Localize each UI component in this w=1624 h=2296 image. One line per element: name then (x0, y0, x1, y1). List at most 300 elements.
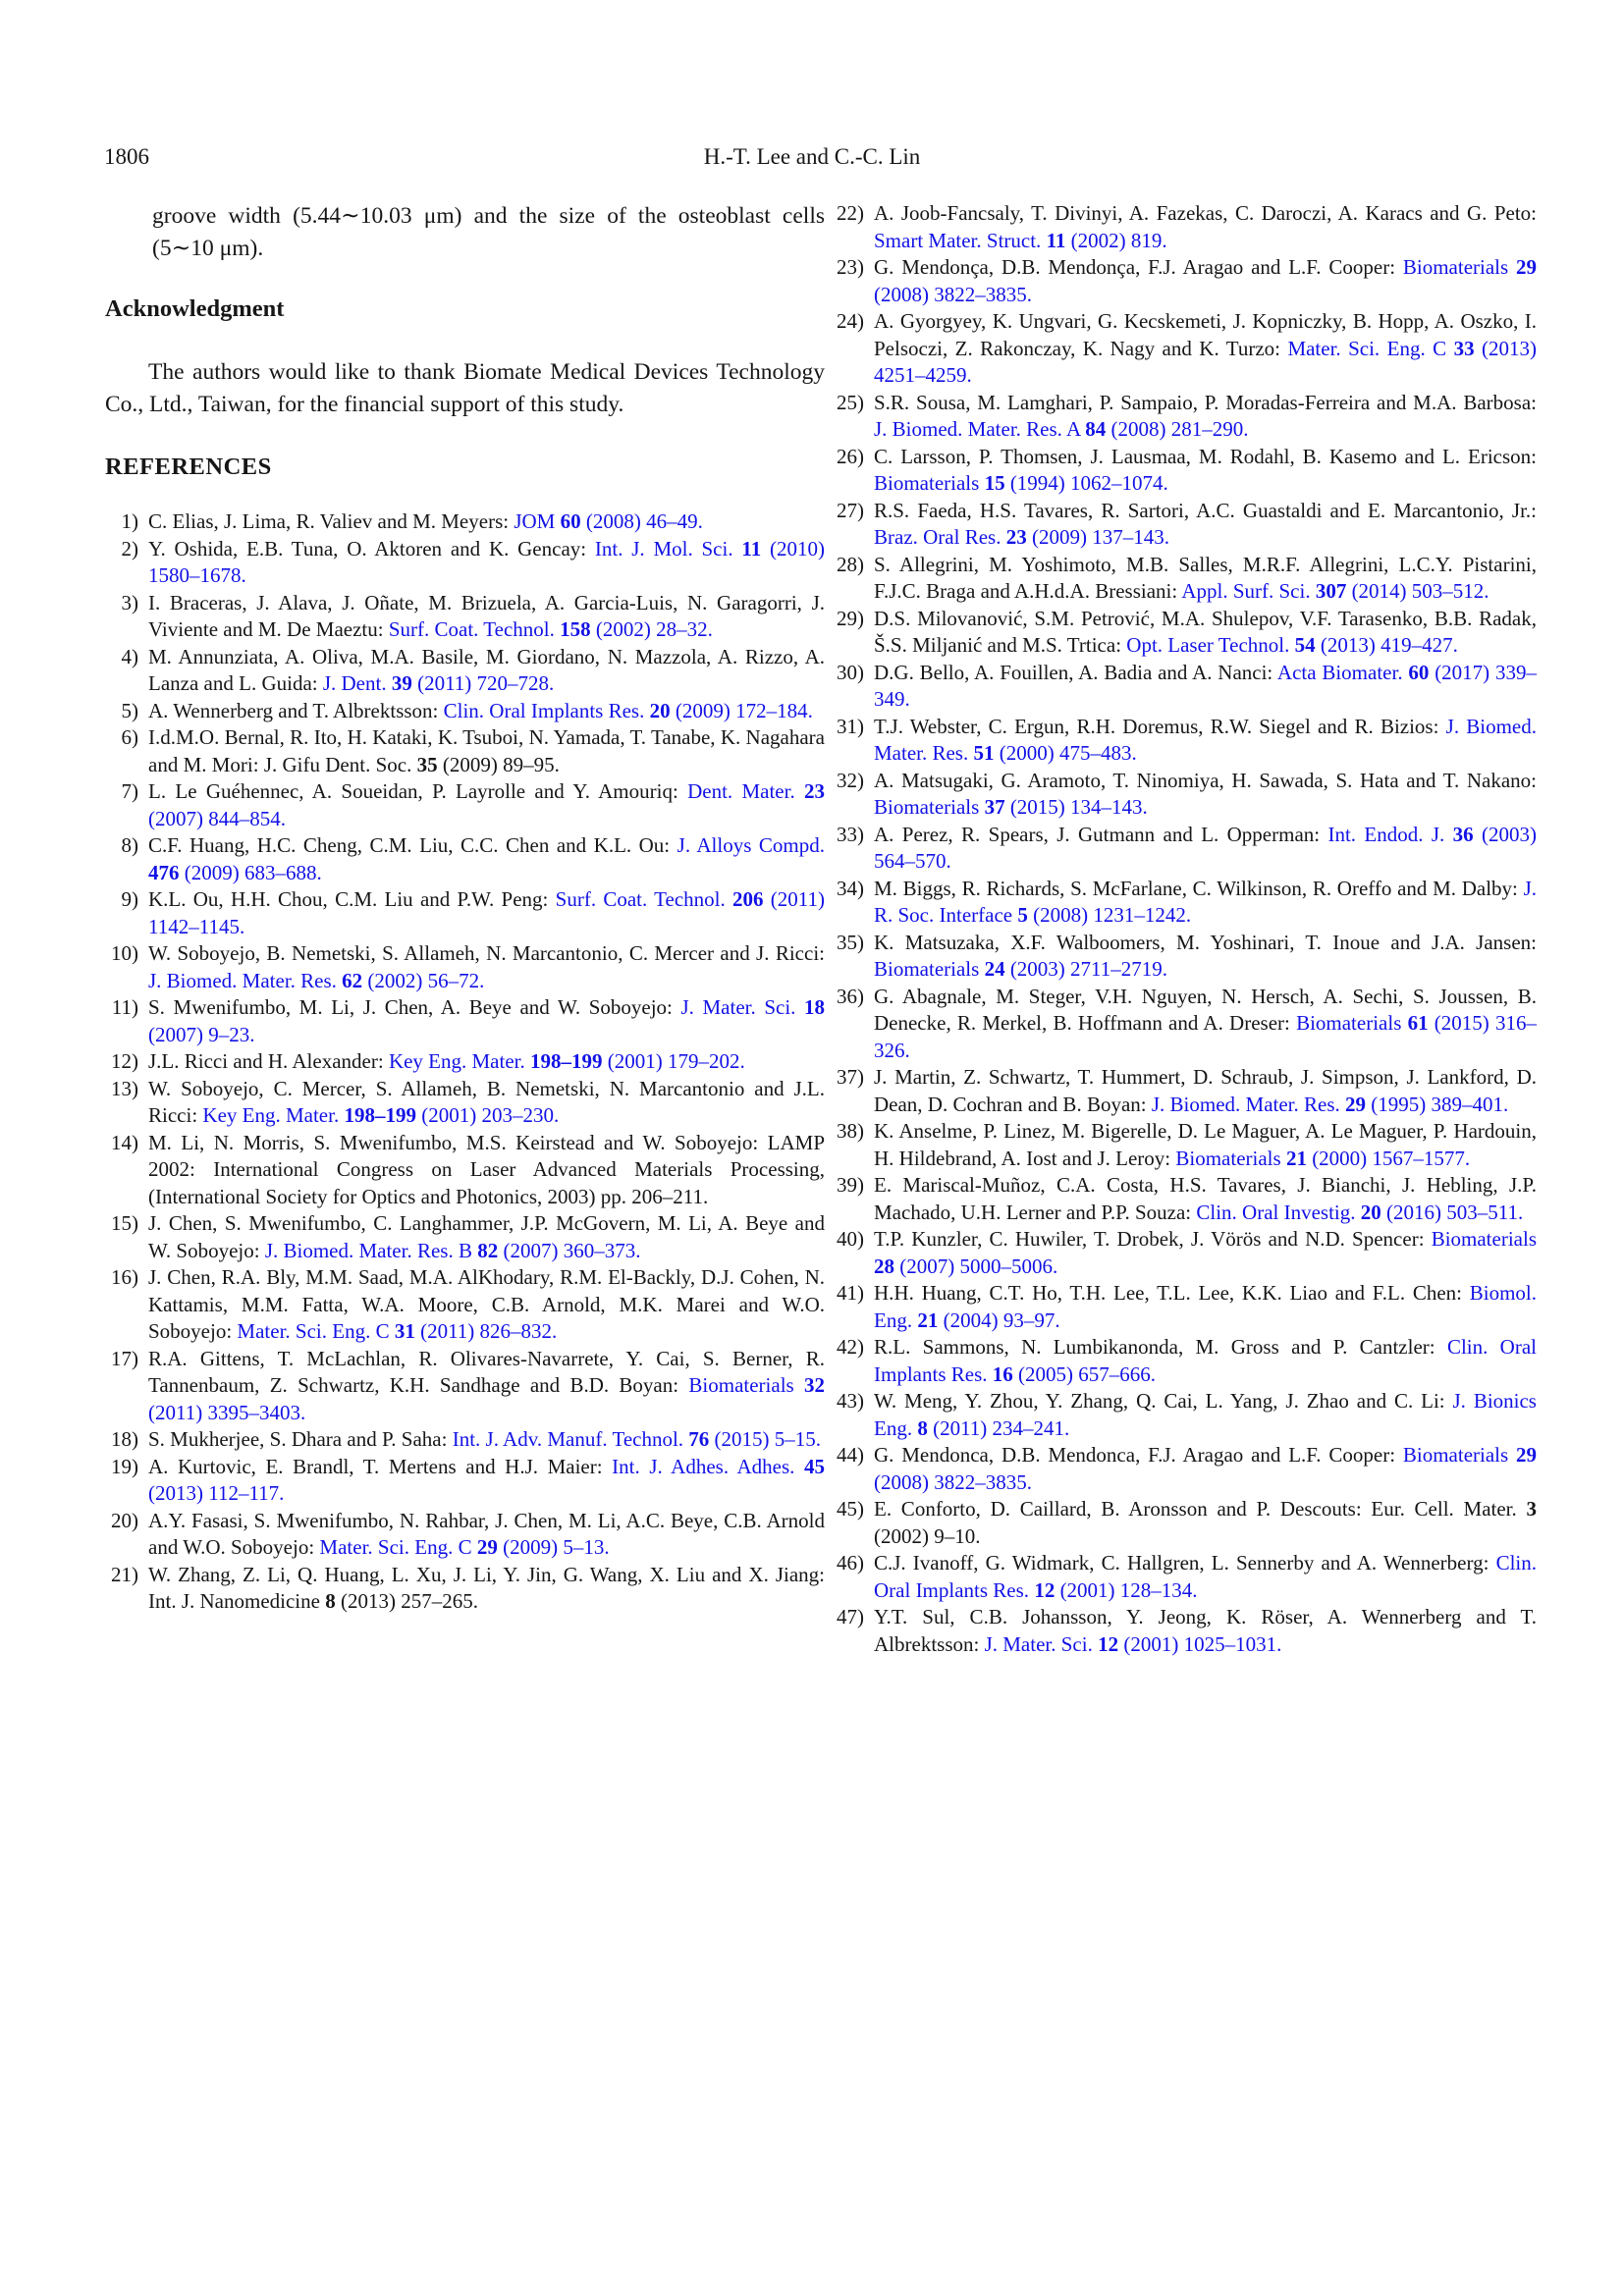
reference-author-text: J. Chen, R.A. Bly, M.M. Saad, M.A. AlKhodary, R.M. El-Backly, D.J. Cohen, N. Kattamis, M.M. Fatta, W.A. Moore, C.B. Arnold, M.K. Marei and W.O. Soboyejo: (148, 1265, 825, 1343)
reference-text (874, 1604, 1537, 1658)
reference-number: 27) (837, 498, 864, 522)
reference-author-text: J. Chen, S. Mwenifumbo, C. Langhammer, J.P. McGovern, M. Li, A. Beye and W. Soboyejo: (148, 1211, 825, 1262)
reference-author-text: C. Elias, J. Lima, R. Valiev and M. Meyers: (148, 509, 514, 533)
citation-link[interactable]: 20 (649, 698, 671, 722)
reference-item (831, 552, 1537, 606)
citation-link[interactable]: Biomaterials (1431, 1227, 1537, 1251)
reference-item (831, 1226, 1537, 1280)
reference-item (831, 390, 1537, 444)
citation-link[interactable]: (2011) 720–728. (411, 671, 555, 695)
reference-item (105, 698, 825, 725)
reference-item (105, 508, 825, 536)
reference-text (148, 1264, 825, 1346)
citation-link[interactable]: JOM (514, 509, 561, 533)
reference-number: 21) (111, 1562, 138, 1586)
citation-link[interactable]: (2011) 234–241. (927, 1415, 1070, 1440)
reference-item (105, 1264, 825, 1346)
reference-number: 35) (837, 930, 864, 954)
reference-number: 29) (837, 606, 864, 630)
reference-number: 13) (111, 1076, 138, 1100)
citation-link[interactable]: 5 (1017, 903, 1028, 927)
reference-number: 14) (111, 1130, 138, 1154)
citation-link[interactable]: 51 (973, 741, 995, 765)
citation-link[interactable]: 54 (1294, 633, 1316, 657)
citation-link[interactable]: Biomaterials (1296, 1011, 1408, 1035)
reference-author-text: E. Conforto, D. Caillard, B. Aronsson and P. Descouts: Eur. Cell. Mater. (874, 1497, 1527, 1521)
reference-text (874, 444, 1537, 498)
reference-author-text: R.L. Sammons, N. Lumbikanonda, M. Gross and P. Cantzler: (874, 1335, 1447, 1359)
reference-item (831, 1604, 1537, 1658)
reference-number: 9) (121, 887, 138, 911)
citation-link[interactable]: J. R. Soc. Interface (874, 876, 1537, 927)
citation-link[interactable]: (2015) 316–326. (874, 1011, 1537, 1062)
citation-link[interactable]: Surf. Coat. Technol. (388, 617, 561, 641)
reference-text (148, 1210, 825, 1264)
reference-number: 17) (111, 1346, 138, 1370)
citation-link[interactable]: Biomaterials (1402, 1443, 1516, 1467)
reference-text (874, 876, 1537, 930)
reference-author-text: H.H. Huang, C.T. Ho, T.H. Lee, T.L. Lee, K.K. Liao and F.L. Chen: (874, 1281, 1470, 1305)
citation-link[interactable]: 60 (560, 509, 581, 533)
reference-number: 26) (837, 444, 864, 468)
reference-author-text: W. Zhang, Z. Li, Q. Huang, L. Xu, J. Li, Y. Jin, G. Wang, X. Liu and X. Jiang: Int. J. Nanomedicine (148, 1562, 825, 1613)
reference-text (874, 1388, 1537, 1442)
citation-link[interactable]: 29 (1516, 1443, 1537, 1467)
citation-link[interactable]: 39 (391, 671, 412, 695)
reference-author-text: C. Larsson, P. Thomsen, J. Lausmaa, M. Rodahl, B. Kasemo and L. Ericson: (874, 444, 1537, 468)
reference-text (148, 698, 825, 725)
right-column (831, 200, 1537, 1658)
citation-link[interactable]: 206 (732, 887, 764, 911)
reference-text (148, 1130, 825, 1211)
citation-link[interactable]: J. Biomed. Mater. Res. (1151, 1092, 1346, 1116)
reference-text (148, 886, 825, 940)
reference-item (105, 1130, 825, 1211)
reference-item (105, 536, 825, 590)
citation-link[interactable]: J. Bionics Eng. (874, 1389, 1537, 1440)
reference-author-text: W. Soboyejo, B. Nemetski, S. Allameh, N. Marcantonio, C. Mercer and J. Ricci: (148, 941, 825, 965)
citation-link[interactable]: 23 (804, 779, 825, 803)
citation-link[interactable]: (2015) 5–15. (709, 1427, 822, 1451)
citation-link[interactable]: (2004) 93–97. (938, 1308, 1060, 1332)
reference-item (831, 714, 1537, 768)
citation-link[interactable]: 198–199 (344, 1103, 416, 1127)
citation-link[interactable]: (2015) 134–143. (1004, 795, 1148, 819)
reference-author-text: T.J. Webster, C. Ergun, R.H. Doremus, R.W. Siegel and R. Bizios: (874, 714, 1446, 738)
citation-link[interactable]: Key Eng. Mater. (202, 1103, 345, 1127)
reference-text (148, 724, 825, 778)
reference-text (148, 536, 825, 590)
citation-link[interactable]: (1994) 1062–1074. (1004, 471, 1168, 495)
citation-link[interactable]: Mater. Sci. Eng. C (319, 1535, 477, 1559)
reference-number: 19) (111, 1454, 138, 1478)
reference-author-text: M. Li, N. Morris, S. Mwenifumbo, M.S. Keirstead and W. Soboyejo: LAMP 2002: International Congress on Laser Advanced Materials Processing, (International Society for Optics and Photonics, 2003) pp. 206–211. (148, 1130, 825, 1208)
citation-link[interactable]: (1995) 389–401. (1366, 1092, 1509, 1116)
citation-link[interactable]: (2013) 4251–4259. (874, 336, 1537, 387)
reference-text (148, 1562, 825, 1616)
citation-link[interactable]: Int. Endod. J. (1327, 822, 1453, 846)
citation-link[interactable]: 21 (917, 1308, 939, 1332)
citation-link[interactable]: 29 (1516, 255, 1537, 279)
reference-item (831, 1118, 1537, 1172)
reference-author-text: (2002) 9–10. (874, 1523, 981, 1548)
reference-item (105, 832, 825, 886)
reference-text (148, 1346, 825, 1427)
reference-author-text: M. Biggs, R. Richards, S. McFarlane, C. Wilkinson, R. Oreffo and M. Dalby: (874, 876, 1524, 900)
citation-link[interactable]: J. Biomed. Mater. Res. A (874, 417, 1086, 441)
citation-link[interactable]: 23 (1005, 525, 1027, 549)
citation-link[interactable]: 476 (148, 860, 180, 884)
reference-text (874, 984, 1537, 1065)
reference-author-text: E. Mariscal-Muñoz, C.A. Costa, H.S. Tavares, J. Bianchi, J. Hebling, J.P. Machado, U.H. Lerner and P.P. Souza: (874, 1173, 1537, 1224)
citation-volume: 8 (325, 1589, 336, 1613)
citation-link[interactable]: (2001) 1025–1031. (1118, 1631, 1282, 1656)
citation-link[interactable]: 84 (1085, 417, 1107, 441)
citation-link[interactable]: 37 (984, 795, 1005, 819)
reference-number: 44) (837, 1443, 864, 1467)
reference-item (831, 308, 1537, 390)
citation-link[interactable]: Biomol. Eng. (874, 1281, 1537, 1332)
references-heading: REFERENCES (105, 454, 272, 480)
citation-link[interactable]: 12 (1034, 1577, 1056, 1602)
citation-link[interactable]: (2013) 419–427. (1315, 633, 1458, 657)
citation-link[interactable]: (2002) 56–72. (362, 968, 485, 992)
reference-text (874, 1334, 1537, 1388)
reference-number: 25) (837, 390, 864, 414)
citation-link[interactable]: 33 (1453, 336, 1475, 360)
reference-item (831, 930, 1537, 984)
acknowledgment-heading: Acknowledgment (105, 295, 285, 322)
citation-link[interactable]: 198–199 (529, 1049, 603, 1073)
citation-link[interactable]: J. Mater. Sci. (984, 1631, 1099, 1656)
reference-author-text: I.d.M.O. Bernal, R. Ito, H. Kataki, K. Tsuboi, N. Yamada, T. Tanabe, K. Nagahara and M. Mori: J. Gifu Dent. Soc. (148, 725, 825, 776)
reference-number: 12) (111, 1049, 138, 1073)
reference-author-text: S. Allegrini, M. Yoshimoto, M.B. Salles, M.R.F. Allegrini, L.C.Y. Pistarini, F.J.C. Braga and A.H.d.A. Bressiani: (874, 552, 1537, 603)
citation-link[interactable]: (2011) 826–832. (414, 1319, 558, 1343)
citation-link[interactable]: Acta Biomater. (1276, 660, 1409, 684)
reference-number: 20) (111, 1508, 138, 1532)
reference-number: 22) (837, 201, 864, 225)
citation-link[interactable]: 18 (804, 995, 825, 1019)
reference-item (831, 1388, 1537, 1442)
reference-number: 7) (121, 779, 138, 803)
citation-link[interactable]: (2011) 3395–3403. (148, 1400, 306, 1424)
reference-text (148, 1426, 825, 1454)
reference-text (874, 768, 1537, 822)
citation-link[interactable]: (2001) 203–230. (415, 1103, 560, 1127)
citation-link[interactable]: (2010) 1580–1678. (148, 536, 825, 587)
citation-link[interactable]: Clin. Oral Investig. (1196, 1200, 1361, 1224)
citation-link[interactable]: (2009) 683–688. (179, 860, 322, 884)
citation-link[interactable]: 61 (1407, 1011, 1429, 1035)
reference-text (874, 390, 1537, 444)
reference-author-text: J. Martin, Z. Schwartz, T. Hummert, D. Schraub, J. Simpson, J. Lankford, D. Dean, D. Cochran and B. Boyan: (874, 1065, 1537, 1116)
reference-number: 41) (837, 1281, 864, 1305)
reference-number: 37) (837, 1065, 864, 1089)
reference-item (105, 940, 825, 994)
reference-author-text: C.F. Huang, H.C. Cheng, C.M. Liu, C.C. Chen and K.L. Ou: (148, 833, 677, 857)
citation-link[interactable]: 31 (394, 1319, 415, 1343)
citation-link[interactable]: (2007) 844–854. (148, 806, 286, 830)
citation-link[interactable]: 32 (804, 1373, 825, 1397)
reference-item (831, 822, 1537, 876)
reference-item (831, 1064, 1537, 1118)
citation-link[interactable]: Clin. Oral Implants Res. (443, 698, 650, 722)
page-number: 1806 (104, 144, 149, 169)
citation-link[interactable]: (2007) 9–23. (148, 1022, 255, 1046)
reference-item (105, 1346, 825, 1427)
reference-item (831, 660, 1537, 714)
reference-author-text: D.S. Milovanović, S.M. Petrović, M.A. Shulepov, V.F. Tarasenko, B.B. Radak, Š.S. Miljanić and M.S. Trtica: (874, 606, 1537, 657)
citation-link[interactable]: 76 (688, 1427, 710, 1451)
citation-link[interactable]: Int. J. Mol. Sci. (594, 536, 742, 561)
reference-number: 23) (837, 255, 864, 279)
citation-link[interactable]: Int. J. Adhes. Adhes. (612, 1454, 804, 1478)
citation-link[interactable]: (2017) 339–349. (874, 660, 1537, 711)
citation-link[interactable]: 158 (560, 617, 591, 641)
citation-link[interactable]: (2011) 1142–1145. (148, 887, 825, 938)
citation-link[interactable]: (2009) 5–13. (497, 1535, 610, 1559)
reference-number: 34) (837, 876, 864, 900)
reference-author-text: C.J. Ivanoff, G. Widmark, C. Hallgren, L. Sennerby and A. Wennerberg: (874, 1551, 1496, 1575)
citation-link[interactable]: J. Alloys Compd. (677, 833, 825, 857)
reference-item (831, 200, 1537, 254)
reference-text (874, 1442, 1537, 1496)
left-column (105, 200, 825, 1616)
citation-link[interactable]: (2001) 179–202. (602, 1049, 745, 1073)
reference-number: 47) (837, 1605, 864, 1629)
reference-text (148, 1076, 825, 1130)
citation-link[interactable]: Biomaterials (1402, 255, 1516, 279)
citation-link[interactable]: Opt. Laser Technol. (1126, 633, 1295, 657)
reference-author-text: A. Gyorgyey, K. Ungvari, G. Kecskemeti, J. Kopniczky, B. Hopp, A. Oszko, I. Pelsoczi, Z. Rakonczay, K. Nagy and K. Turzo: (874, 309, 1537, 360)
reference-text (148, 1508, 825, 1562)
reference-number: 1) (121, 509, 138, 533)
citation-link[interactable]: 16 (992, 1362, 1013, 1386)
citation-link[interactable]: Clin. Oral Implants Res. (874, 1335, 1537, 1386)
reference-item (105, 886, 825, 940)
continuation-paragraph: groove width (5.44∼10.03 μm) and the size of the osteoblast cells (5∼10 μm). (152, 203, 825, 261)
citation-volume: 35 (416, 752, 438, 776)
citation-link[interactable]: 82 (477, 1238, 499, 1262)
citation-link[interactable]: 24 (984, 957, 1005, 981)
reference-number: 18) (111, 1427, 138, 1451)
citation-link[interactable]: 62 (342, 968, 363, 992)
reference-text (148, 994, 825, 1048)
reference-number: 8) (121, 833, 138, 857)
reference-text (148, 832, 825, 886)
citation-link[interactable]: (2014) 503–512. (1346, 579, 1489, 603)
citation-link[interactable]: 45 (804, 1454, 825, 1478)
reference-text (874, 714, 1537, 768)
citation-link[interactable]: 36 (1452, 822, 1474, 846)
reference-number: 39) (837, 1173, 864, 1197)
reference-author-text: D.G. Bello, A. Fouillen, A. Badia and A. Nanci: (874, 660, 1277, 684)
citation-link[interactable]: Clin. Oral Implants Res. (874, 1551, 1537, 1602)
reference-item (105, 994, 825, 1048)
citation-link[interactable]: Smart Mater. Struct. (874, 228, 1047, 252)
citation-link[interactable]: (2001) 128–134. (1055, 1577, 1198, 1602)
citation-link[interactable]: 20 (1360, 1200, 1381, 1224)
reference-author-text: M. Annunziata, A. Oliva, M.A. Basile, M. Giordano, N. Mazzola, A. Rizzo, A. Lanza and L. Guida: (148, 644, 825, 695)
citation-link[interactable]: 307 (1315, 579, 1347, 603)
reference-text (874, 1172, 1537, 1226)
citation-link[interactable]: (2008) 46–49. (580, 509, 703, 533)
citation-link[interactable]: Biomaterials (874, 957, 985, 981)
reference-item (831, 606, 1537, 660)
reference-author-text: K. Matsuzaka, X.F. Walboomers, M. Yoshinari, T. Inoue and J.A. Jansen: (874, 930, 1537, 954)
reference-number: 5) (121, 698, 138, 722)
reference-text (874, 660, 1537, 714)
reference-author-text: A. Kurtovic, E. Brandl, T. Mertens and H.J. Maier: (148, 1454, 613, 1478)
reference-author-text: I. Braceras, J. Alava, J. Oñate, M. Brizuela, A. Garcia-Luis, N. Garagorri, J. Viviente and M. De Maeztu: (148, 590, 825, 641)
reference-text (874, 308, 1537, 390)
acknowledgment-paragraph: The authors would like to thank Biomate Medical Devices Technology Co., Ltd., Taiwan, for the financial support of this study. (105, 359, 825, 417)
citation-link[interactable]: Biomaterials (874, 471, 985, 495)
citation-link[interactable]: 28 (874, 1254, 894, 1278)
citation-link[interactable]: Int. J. Adv. Manuf. Technol. (452, 1427, 689, 1451)
reference-text (874, 1496, 1537, 1550)
reference-author-text: (2013) 257–265. (335, 1589, 478, 1613)
citation-link[interactable]: 29 (476, 1535, 498, 1559)
citation-link[interactable]: J. Biomed. Mater. Res. B (264, 1238, 478, 1262)
reference-text (874, 1550, 1537, 1604)
reference-item (105, 590, 825, 644)
reference-author-text: J.L. Ricci and H. Alexander: (148, 1049, 389, 1073)
reference-item (831, 1496, 1537, 1550)
citation-link[interactable]: (2003) 564–570. (874, 822, 1537, 873)
references-list-left (105, 508, 825, 1616)
reference-author-text: W. Soboyejo, C. Mercer, S. Allameh, B. Nemetski, N. Marcantonio and J.L. Ricci: (148, 1076, 825, 1127)
reference-item (105, 1076, 825, 1130)
reference-author-text: L. Le Guéhennec, A. Soueidan, P. Layrolle and Y. Amouriq: (148, 779, 688, 803)
reference-text (148, 508, 825, 536)
citation-link[interactable]: J. Mater. Sci. (680, 995, 804, 1019)
reference-item (105, 644, 825, 698)
reference-item (831, 876, 1537, 930)
reference-author-text: Y.T. Sul, C.B. Johansson, Y. Jeong, K. Röser, A. Wennerberg and T. Albrektsson: (874, 1605, 1537, 1656)
citation-link[interactable]: (2007) 360–373. (498, 1238, 641, 1262)
reference-author-text: S.R. Sousa, M. Lamghari, P. Sampaio, P. Moradas-Ferreira and M.A. Barbosa: (874, 390, 1537, 414)
citation-link[interactable]: (2002) 819. (1065, 228, 1167, 252)
citation-link[interactable]: 8 (917, 1415, 928, 1440)
reference-author-text: A. Perez, R. Spears, J. Gutmann and L. Opperman: (874, 822, 1328, 846)
reference-text (148, 1048, 825, 1076)
reference-number: 16) (111, 1265, 138, 1289)
reference-author-text: R.A. Gittens, T. McLachlan, R. Olivares-Navarrete, Y. Cai, S. Berner, R. Tannenbaum, Z. Schwartz, K.H. Sandhage and B.D. Boyan: (148, 1346, 825, 1397)
reference-text (874, 822, 1537, 876)
reference-item (831, 444, 1537, 498)
reference-author-text: T.P. Kunzler, C. Huwiler, T. Drobek, J. Vörös and N.D. Spencer: (874, 1227, 1432, 1251)
reference-number: 33) (837, 822, 864, 846)
reference-text (148, 1454, 825, 1508)
reference-number: 40) (837, 1227, 864, 1251)
reference-number: 46) (837, 1551, 864, 1575)
citation-link[interactable]: 11 (741, 536, 762, 561)
reference-item (831, 1334, 1537, 1388)
citation-link[interactable]: 11 (1046, 228, 1066, 252)
reference-number: 30) (837, 660, 864, 684)
citation-link[interactable]: Biomaterials (1175, 1146, 1286, 1170)
reference-text (148, 940, 825, 994)
citation-link[interactable]: J. Dent. (322, 671, 392, 695)
reference-author-text: A. Wennerberg and T. Albrektsson: (148, 698, 444, 722)
citation-link[interactable]: 60 (1408, 660, 1430, 684)
reference-text (148, 644, 825, 698)
citation-link[interactable]: (2008) 3822–3835. (874, 1469, 1032, 1494)
reference-text (874, 1064, 1537, 1118)
citation-link[interactable]: (2013) 112–117. (148, 1481, 285, 1505)
citation-link[interactable]: Braz. Oral Res. (874, 525, 1006, 549)
reference-item (831, 1172, 1537, 1226)
citation-link[interactable]: Surf. Coat. Technol. (555, 887, 732, 911)
citation-link[interactable]: (2016) 503–511. (1380, 1200, 1524, 1224)
reference-number: 32) (837, 768, 864, 792)
citation-link[interactable]: 29 (1345, 1092, 1367, 1116)
reference-item (831, 1442, 1537, 1496)
citation-link[interactable]: J. Biomed. Mater. Res. (148, 968, 343, 992)
reference-item (831, 1280, 1537, 1334)
reference-number: 38) (837, 1119, 864, 1143)
citation-link[interactable]: (2009) 137–143. (1026, 525, 1169, 549)
reference-item (105, 1048, 825, 1076)
reference-author-text: G. Abagnale, M. Steger, V.H. Nguyen, N. Hersch, A. Sechi, S. Joussen, B. Denecke, R. Merkel, B. Hoffmann and A. Dreser: (874, 984, 1537, 1035)
citation-link[interactable]: 12 (1098, 1631, 1119, 1656)
citation-link[interactable]: Appl. Surf. Sci. (1181, 579, 1316, 603)
citation-link[interactable]: (2007) 5000–5006. (894, 1254, 1058, 1278)
reference-number: 36) (837, 984, 864, 1008)
citation-link[interactable]: Dent. Mater. (687, 779, 804, 803)
reference-author-text: Y. Oshida, E.B. Tuna, O. Aktoren and K. Gencay: (148, 536, 595, 561)
citation-link[interactable]: (2002) 28–32. (590, 617, 713, 641)
citation-link[interactable]: (2008) 3822–3835. (874, 282, 1032, 306)
reference-item (831, 498, 1537, 552)
reference-author-text: K.L. Ou, H.H. Chou, C.M. Liu and P.W. Peng: (148, 887, 556, 911)
reference-author-text: R.S. Faeda, H.S. Tavares, R. Sartori, A.C. Guastaldi and E. Marcantonio, Jr.: (874, 498, 1537, 522)
reference-text (874, 1226, 1537, 1280)
citation-link[interactable]: (2009) 172–184. (670, 698, 813, 722)
citation-link[interactable]: Mater. Sci. Eng. C (1287, 336, 1454, 360)
running-head: H.-T. Lee and C.-C. Lin (703, 144, 921, 169)
reference-item (831, 768, 1537, 822)
citation-link[interactable]: 15 (984, 471, 1005, 495)
reference-item (105, 778, 825, 832)
reference-author-text: W. Meng, Y. Zhou, Y. Zhang, Q. Cai, L. Yang, J. Zhao and C. Li: (874, 1389, 1453, 1413)
citation-link[interactable]: Key Eng. Mater. (388, 1049, 530, 1073)
citation-link[interactable]: 21 (1285, 1146, 1307, 1170)
reference-text (874, 1280, 1537, 1334)
reference-text (874, 552, 1537, 606)
citation-link[interactable]: Mater. Sci. Eng. C (237, 1319, 395, 1343)
reference-item (105, 1562, 825, 1616)
citation-link[interactable]: (2008) 281–290. (1106, 417, 1249, 441)
reference-author-text: A. Joob-Fancsaly, T. Divinyi, A. Fazekas, C. Daroczi, A. Karacs and G. Peto: (874, 201, 1537, 225)
reference-number: 3) (121, 590, 138, 614)
citation-link[interactable]: (2005) 657–666. (1012, 1362, 1156, 1386)
reference-item (105, 1210, 825, 1264)
reference-text (874, 498, 1537, 552)
citation-link[interactable]: (2003) 2711–2719. (1004, 957, 1168, 981)
citation-link[interactable]: (2000) 1567–1577. (1306, 1146, 1471, 1170)
citation-link[interactable]: Biomaterials (688, 1373, 804, 1397)
citation-link[interactable]: (2000) 475–483. (994, 741, 1137, 765)
reference-author-text: S. Mwenifumbo, M. Li, J. Chen, A. Beye and W. Soboyejo: (148, 995, 681, 1019)
citation-link[interactable]: (2008) 1231–1242. (1027, 903, 1192, 927)
reference-number: 4) (121, 644, 138, 668)
reference-number: 2) (121, 536, 138, 561)
citation-link[interactable]: J. Biomed. Mater. Res. (874, 714, 1537, 765)
citation-link[interactable]: Biomaterials (874, 795, 985, 819)
